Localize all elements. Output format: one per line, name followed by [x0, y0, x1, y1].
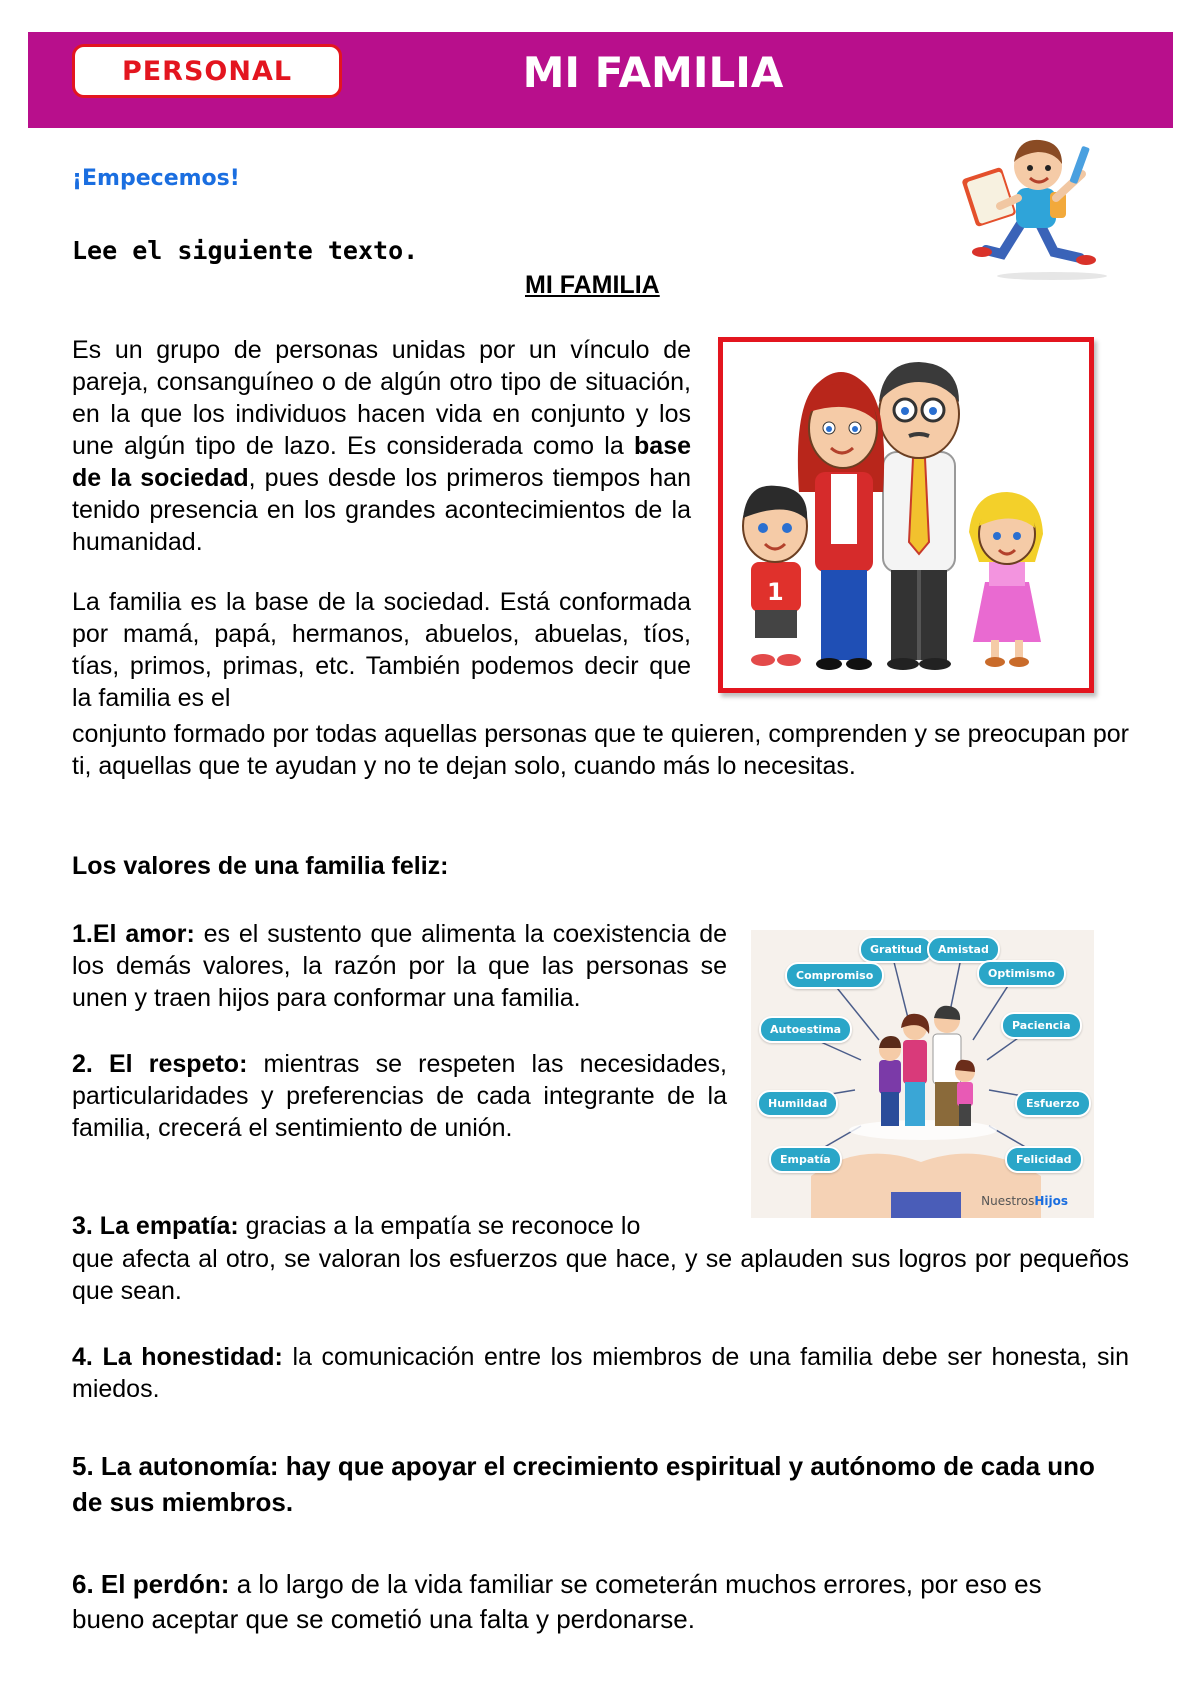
value-respect-label: 2. El respeto: [72, 1050, 248, 1078]
paragraph-composition: La familia es la base de la sociedad. Está conformada por mamá, papá, hermanos, abuelos, abuelas, tíos, tías, primos, primas, etc. También podemos decir que la familia es el [72, 588, 691, 712]
value-empathy-continued: que afecta al otro, se valoran los esfuerzos que hace, y se aplauden sus logros por pequeños que sean. [72, 1245, 1129, 1305]
family-illustration [718, 337, 1094, 693]
value-honesty-label: 4. La honestidad: [72, 1343, 283, 1371]
intro-text: ¡Empecemos! [72, 166, 240, 191]
value-chip-amistad: Amistad [927, 936, 1000, 963]
value-honesty-text: la comunicación entre los miembros de una familia debe ser honesta, sin miedos. [72, 1343, 1129, 1403]
nuestros-hijos-logo: NuestrosHijos [981, 1194, 1068, 1208]
value-empathy [72, 1210, 732, 1242]
value-chip-autoestima: Autoestima [759, 1016, 852, 1043]
paragraph-composition-continued: conjunto formado por todas aquellas personas que te quieren, comprenden y se preocupan por ti, aquellas que te ayudan y no te dejan solo, cuando más lo necesitas. [72, 720, 1129, 780]
family-values-illustration [751, 930, 1094, 1218]
value-love-text: es el sustento que alimenta la coexistencia de los demás valores, la razón por la que las personas se unen y traen hijos para conformar una familia. [72, 920, 727, 1012]
paragraph-definition-end: , pues desde los primeros tiempos han tenido presencia en los grandes acontecimientos de la humanidad. [72, 464, 691, 556]
value-chip-gratitud: Gratitud [859, 936, 933, 963]
value-chip-optimismo: Optimismo [977, 960, 1066, 987]
document-title: MI FAMILIA [525, 271, 660, 299]
instruction-text: Lee el siguiente texto. [72, 236, 419, 265]
value-respect-text: mientras se respeten las necesidades, particularidades y preferencias de cada integrante de la familia, crecerá el sentimiento de unión. [72, 1050, 727, 1142]
banner-title: MI FAMILIA [522, 48, 784, 97]
running-boy-icon [962, 134, 1124, 284]
value-forgiveness [72, 1567, 1102, 1637]
paragraph-definition-bold: base de la sociedad [72, 432, 691, 492]
value-chip-compromiso: Compromiso [785, 962, 884, 989]
value-chip-empatia: Empatía [769, 1146, 842, 1173]
value-honesty [72, 1341, 1129, 1405]
value-love-label: 1.El amor: [72, 920, 195, 948]
svg-text:1: 1 [767, 578, 784, 606]
value-empathy-label: 3. La empatía: [72, 1212, 239, 1240]
value-respect [72, 1048, 727, 1144]
values-heading: Los valores de una familia feliz: [72, 852, 449, 880]
personal-badge: PERSONAL [72, 44, 342, 98]
paragraph-definition-text: Es un grupo de personas unidas por un vínculo de pareja, consanguíneo o de algún otro tipo de situación, en la que los individuos hacen vida en conjunto y los une algún tipo de lazo. Es considerada como la [72, 336, 691, 460]
value-chip-paciencia: Paciencia [1001, 1012, 1082, 1039]
paragraph-definition [72, 334, 691, 558]
value-forgiveness-label: 6. El perdón: [72, 1569, 230, 1599]
value-love [72, 918, 727, 1014]
value-forgiveness-text: a lo largo de la vida familiar se cometerán muchos errores, por eso es bueno aceptar que se cometió una falta y perdonarse. [72, 1569, 1042, 1634]
value-autonomy: 5. La autonomía: hay que apoyar el crecimiento espiritual y autónomo de cada uno de sus miembros. [72, 1451, 1095, 1517]
value-chip-humildad: Humildad [757, 1090, 838, 1117]
value-chip-esfuerzo: Esfuerzo [1015, 1090, 1091, 1117]
value-empathy-text: gracias a la empatía se reconoce lo [238, 1212, 641, 1240]
header-banner [28, 32, 1173, 128]
value-chip-felicidad: Felicidad [1005, 1146, 1083, 1173]
